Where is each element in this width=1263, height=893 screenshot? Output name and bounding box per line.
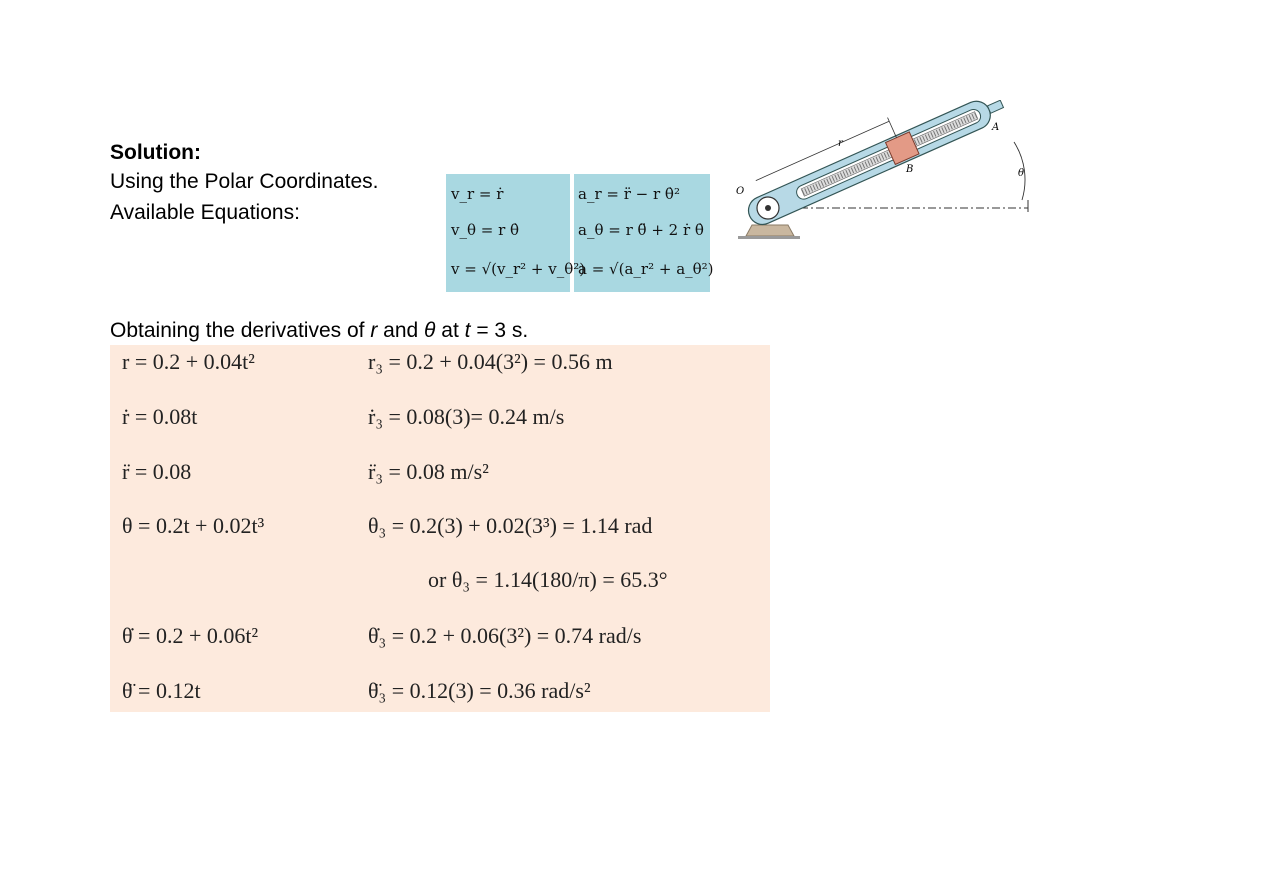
deriv-r3: r₃ = 0.2 + 0.04(3²) = 0.56 m [368, 349, 613, 374]
deriv-thetadot3: θ̇₃ = 0.2 + 0.06(3²) = 0.74 rad/s [368, 623, 642, 648]
eq-ar: a_r = r̈ − r θ̇² [578, 185, 680, 203]
eq-vr: v_r = ṙ [451, 185, 504, 203]
deriv-theta3-degrees: or θ₃ = 1.14(180/π) = 65.3° [428, 567, 668, 592]
pivot-pin-center [765, 205, 771, 211]
support-base [746, 225, 794, 236]
eq-a: a = √(a_r² + a_θ²) [578, 260, 714, 278]
deriv-thetaddot3: θ̈₃ = 0.12(3) = 0.36 rad/s² [368, 678, 591, 703]
intro-var-r: r [370, 319, 378, 342]
eq-vtheta: v_θ = r θ̇ [451, 221, 520, 239]
deriv-theta-expr: θ = 0.2t + 0.02t³ [122, 513, 265, 538]
polar-coordinates-line: Using the Polar Coordinates. [110, 170, 379, 193]
intro-text-at: at [435, 319, 465, 342]
label-r: r [838, 138, 843, 149]
shaft-end [987, 100, 1003, 113]
rod-slider-diagram [730, 100, 1040, 260]
intro-text-pre: Obtaining the derivatives of [110, 319, 371, 342]
r-dimension-tick [888, 118, 897, 138]
available-equations-line: Available Equations: [110, 201, 300, 224]
screw-thread [801, 112, 978, 197]
deriv-rddot-expr: r̈ = 0.08 [122, 459, 192, 484]
label-theta: θ [1018, 168, 1025, 179]
label-b: B [906, 164, 914, 175]
deriv-rddot3: r̈₃ = 0.08 m/s² [368, 459, 489, 484]
deriv-rdot-expr: ṙ = 0.08t [122, 404, 198, 429]
deriv-thetadot-expr: θ̇ = 0.2 + 0.06t² [122, 623, 259, 648]
deriv-rdot3: ṙ₃ = 0.08(3)= 0.24 m/s [368, 404, 565, 429]
intro-text-post: = 3 s. [470, 319, 529, 342]
intro-var-t: t [464, 319, 471, 342]
label-o: O [736, 186, 745, 197]
deriv-thetaddot-expr: θ̈ = 0.12t [122, 678, 201, 703]
solution-heading: Solution: [110, 141, 201, 164]
deriv-theta3: θ₃ = 0.2(3) + 0.02(3³) = 1.14 rad [368, 513, 653, 538]
derivatives-intro-line [110, 316, 528, 346]
ground-line [738, 236, 800, 239]
eq-v: v = √(v_r² + v_θ²) [451, 260, 586, 278]
label-a: A [992, 122, 1000, 133]
intro-text-and: and [377, 319, 425, 342]
deriv-r-expr: r = 0.2 + 0.04t² [122, 349, 255, 374]
eq-atheta: a_θ = r θ̈ + 2 ṙ θ̇ [578, 221, 704, 239]
intro-var-theta: θ [424, 319, 436, 342]
